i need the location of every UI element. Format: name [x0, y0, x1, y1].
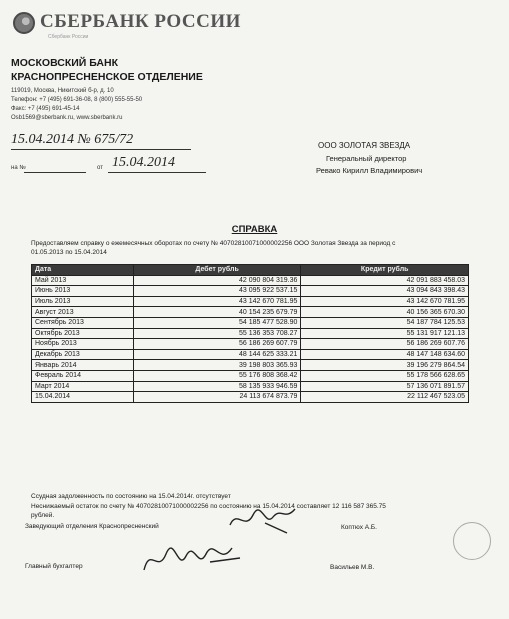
table-row — [32, 381, 469, 392]
cell-date: Январь 2014 — [32, 360, 134, 371]
header-credit: Кредит рубль — [301, 265, 469, 276]
cell-debit: 43 095 922 537.15 — [133, 286, 301, 297]
header-date: Дата — [32, 265, 134, 276]
cell-credit: 43 094 843 398.43 — [301, 286, 469, 297]
cell-date: Февраль 2014 — [32, 370, 134, 381]
ref-no-underline — [24, 172, 86, 173]
note-debt: Ссудная задолженность по состоянию на 15.04.2014г. отсутствует — [31, 493, 231, 500]
cell-date: Сентябрь 2013 — [32, 317, 134, 328]
cell-debit: 56 186 269 607.79 — [133, 339, 301, 350]
cell-credit: 54 187 784 125.53 — [301, 317, 469, 328]
bank-address: 119019, Москва, Никитский б-р, д. 10 — [11, 88, 114, 94]
label-no: на № — [11, 165, 26, 171]
cell-credit: 43 142 670 781.95 — [301, 296, 469, 307]
cell-credit: 55 131 917 121.13 — [301, 328, 469, 339]
head-title: Заведующий отделения Краснопресненский — [25, 523, 159, 530]
cell-debit: 58 135 933 946.59 — [133, 381, 301, 392]
intro-line-2: 01.05.2013 по 15.04.2014 — [31, 249, 107, 256]
cell-date: Июнь 2013 — [32, 286, 134, 297]
cell-debit: 48 144 625 333.21 — [133, 349, 301, 360]
head-signature — [225, 503, 305, 537]
recipient-name: Ревако Кирилл Владимирович — [316, 166, 423, 175]
ref-date-underline — [108, 172, 206, 173]
accountant-title: Главный бухгалтер — [25, 563, 83, 570]
cell-date: Август 2013 — [32, 307, 134, 318]
document-title: СПРАВКА — [231, 224, 278, 235]
cell-credit: 57 136 071 891.57 — [301, 381, 469, 392]
head-name: Коптюх А.Б. — [341, 524, 377, 531]
bank-fax: Факс: +7 (495) 691-45-14 — [11, 106, 80, 112]
cell-debit: 24 113 674 873.79 — [133, 392, 301, 403]
table-row — [32, 392, 469, 403]
cell-credit: 40 156 365 670.30 — [301, 307, 469, 318]
cell-debit: 39 198 803 365.93 — [133, 360, 301, 371]
cell-debit: 54 185 477 528.90 — [133, 317, 301, 328]
recipient-position: Генеральный директор — [326, 154, 407, 163]
cell-date: 15.04.2014 — [32, 392, 134, 403]
cell-debit: 40 154 235 679.79 — [133, 307, 301, 318]
logo-subtitle: Сбербанк России — [48, 34, 89, 40]
cell-date: Ноябрь 2013 — [32, 339, 134, 350]
accountant-name: Васильев М.В. — [330, 564, 375, 571]
cell-credit: 55 178 566 628.65 — [301, 370, 469, 381]
cell-date: Июль 2013 — [32, 296, 134, 307]
table-row — [32, 275, 469, 286]
cell-date: Декабрь 2013 — [32, 349, 134, 360]
note-balance-end: рублей. — [31, 512, 55, 519]
cell-credit: 22 112 467 523.05 — [301, 392, 469, 403]
accountant-signature — [140, 540, 250, 582]
bank-phone: Телефон: +7 (495) 691-36-08, 8 (800) 555-55-50 — [11, 97, 143, 103]
cell-debit: 55 176 808 368.42 — [133, 370, 301, 381]
table-header-row — [32, 265, 469, 276]
table-row — [32, 349, 469, 360]
turnover-table — [31, 264, 469, 403]
table-row — [32, 307, 469, 318]
table-row — [32, 360, 469, 371]
cell-credit: 48 147 148 634.60 — [301, 349, 469, 360]
bank-web: Osb1569@sberbank.ru, www.sberbank.ru — [11, 115, 123, 121]
label-from: от — [97, 165, 103, 171]
cell-debit: 55 136 353 708.27 — [133, 328, 301, 339]
sberbank-logo-icon — [13, 12, 35, 34]
recipient-company: ООО ЗОЛОТАЯ ЗВЕЗДА — [318, 141, 411, 150]
table-row — [32, 370, 469, 381]
intro-line-1: Предоставляем справку о ежемесячных оборотах по счету № 40702810071000002256 ООО Золотая Звезда за период с — [31, 240, 396, 247]
bank-stamp-icon — [453, 522, 491, 560]
cell-date: Март 2014 — [32, 381, 134, 392]
ref-date: 15.04.2014 — [112, 155, 175, 170]
table-row — [32, 317, 469, 328]
cell-credit: 42 091 883 458.03 — [301, 275, 469, 286]
cell-date: Октябрь 2013 — [32, 328, 134, 339]
table-row — [32, 328, 469, 339]
table-row — [32, 296, 469, 307]
cell-debit: 42 090 804 319.36 — [133, 275, 301, 286]
cell-debit: 43 142 670 781.95 — [133, 296, 301, 307]
bank-name: МОСКОВСКИЙ БАНК — [11, 57, 118, 69]
cell-credit: 56 186 269 607.76 — [301, 339, 469, 350]
branch-name: КРАСНОПРЕСНЕНСКОЕ ОТДЕЛЕНИЕ — [11, 71, 203, 83]
table-row — [32, 286, 469, 297]
header-debit: Дебет рубль — [133, 265, 301, 276]
cell-credit: 39 196 279 864.54 — [301, 360, 469, 371]
table-row — [32, 339, 469, 350]
logo-text: СБЕРБАНК РОССИИ — [40, 11, 241, 32]
outgoing-number: 15.04.2014 № 675/72 — [11, 132, 134, 147]
note-balance: Неснижаемый остаток по счету № 40702810071000002256 по состоянию на 15.04.2014 составляет 12 116 587 365.75 — [31, 503, 386, 510]
cell-date: Май 2013 — [32, 275, 134, 286]
number-underline — [11, 149, 191, 150]
